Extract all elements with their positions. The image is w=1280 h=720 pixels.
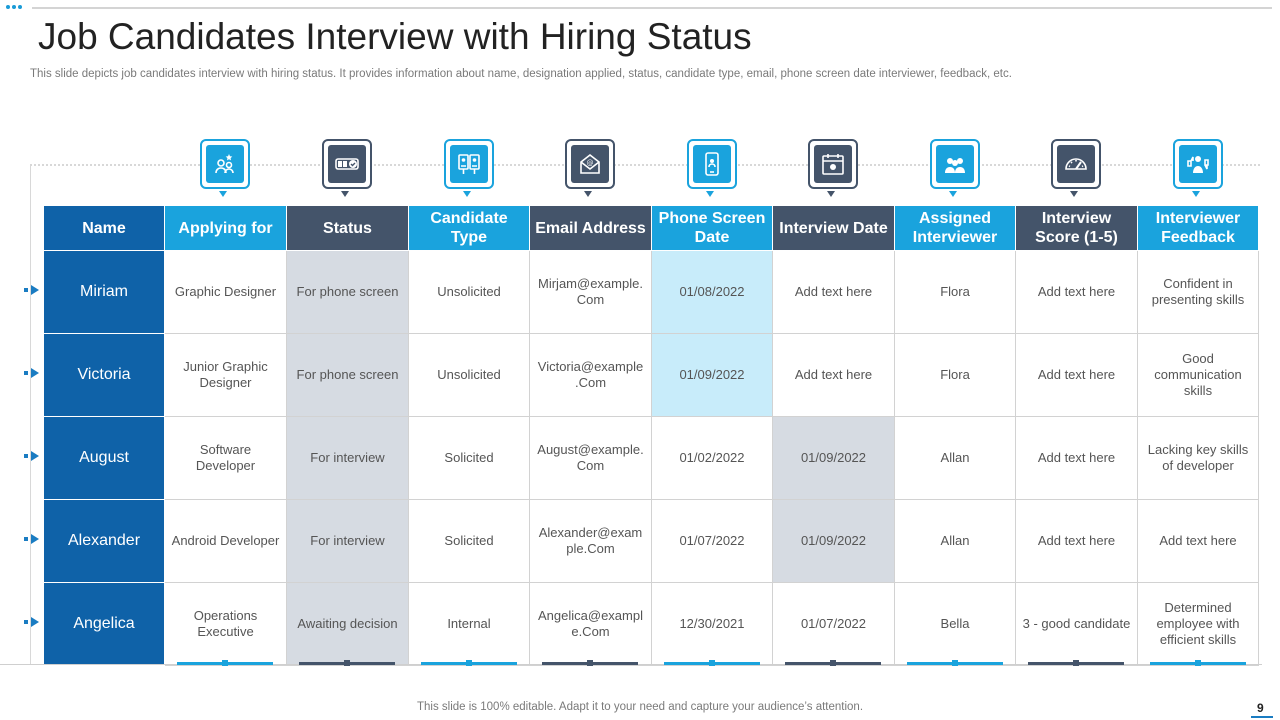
- footer-text: This slide is 100% editable. Adapt it to your need and capture your audience’s attention.: [416, 701, 864, 713]
- table-cell: Awaiting decision: [287, 583, 409, 666]
- table-cell: Allan: [895, 500, 1016, 583]
- table-cell: Unsolicited: [409, 334, 530, 417]
- table-cell: 01/09/2022: [773, 500, 895, 583]
- column-bottom-bar: [907, 662, 1003, 665]
- table-row: [44, 334, 1259, 417]
- table-cell: Bella: [895, 583, 1016, 666]
- table-cell: 01/07/2022: [652, 500, 773, 583]
- column-header: Candidate Type: [409, 206, 530, 251]
- column-header: Phone Screen Date: [652, 206, 773, 251]
- table-cell: Flora: [895, 251, 1016, 334]
- svg-text:@: @: [586, 159, 594, 167]
- table-cell: Add text here: [1016, 251, 1138, 334]
- table-cell: Mirjam@example.Com: [530, 251, 652, 334]
- page-number: 9: [1257, 701, 1264, 715]
- table-cell: Solicited: [409, 417, 530, 500]
- table-cell: For phone screen: [287, 251, 409, 334]
- column-header: Interview Date: [773, 206, 895, 251]
- group-icon: [930, 139, 980, 191]
- candidate-name-cell: Miriam: [44, 251, 165, 334]
- table-cell: Add text here: [1016, 500, 1138, 583]
- table-cell: Determined employee with efficient skills: [1138, 583, 1259, 666]
- table-cell: Alexander@example.Com: [530, 500, 652, 583]
- row-arrow-icon: [24, 534, 42, 544]
- table-cell: For phone screen: [287, 334, 409, 417]
- table-row: [44, 417, 1259, 500]
- column-bottom-bar: [1150, 662, 1246, 665]
- candidate-name-cell: Victoria: [44, 334, 165, 417]
- row-arrow-icon: [24, 451, 42, 461]
- table-cell: For interview: [287, 417, 409, 500]
- table-cell: Add text here: [773, 334, 895, 417]
- table-cell: Good communication skills: [1138, 334, 1259, 417]
- table-cell: Lacking key skills of developer: [1138, 417, 1259, 500]
- column-header: Status: [287, 206, 409, 251]
- row-arrow-icon: [24, 368, 42, 378]
- calendar-icon: [808, 139, 858, 191]
- table-cell: Internal: [409, 583, 530, 666]
- table-cell: 01/08/2022: [652, 251, 773, 334]
- column-header: Interviewer Feedback: [1138, 206, 1259, 251]
- candidate-name-cell: Alexander: [44, 500, 165, 583]
- column-bottom-bar: [421, 662, 517, 665]
- table-cell: Flora: [895, 334, 1016, 417]
- column-header: Assigned Interviewer: [895, 206, 1016, 251]
- table-cell: Add text here: [1016, 417, 1138, 500]
- column-bottom-bar: [177, 662, 273, 665]
- table-cell: Graphic Designer: [165, 251, 287, 334]
- table-row: [44, 583, 1259, 666]
- top-divider: [32, 7, 1272, 9]
- table-cell: 01/09/2022: [773, 417, 895, 500]
- status-toggle-icon: [322, 139, 372, 191]
- column-header: Interview Score (1-5): [1016, 206, 1138, 251]
- column-header: Name: [44, 206, 165, 251]
- left-guide-line: [30, 165, 31, 665]
- candidates-table: [43, 205, 1259, 666]
- column-bottom-bar: [542, 662, 638, 665]
- table-row: [44, 500, 1259, 583]
- feedback-thumbs-icon: [1173, 139, 1223, 191]
- column-bottom-bar: [299, 662, 395, 665]
- table-cell: Junior Graphic Designer: [165, 334, 287, 417]
- column-bottom-bar: [1028, 662, 1124, 665]
- table-row: [44, 251, 1259, 334]
- id-badges-icon: [444, 139, 494, 191]
- table-cell: Allan: [895, 417, 1016, 500]
- page-number-underline: [1251, 716, 1273, 718]
- table-cell: August@example.Com: [530, 417, 652, 500]
- column-header: Email Address: [530, 206, 652, 251]
- row-arrow-icon: [24, 285, 42, 295]
- table-header-row: [44, 206, 1259, 251]
- table-cell: Unsolicited: [409, 251, 530, 334]
- table-cell: 01/02/2022: [652, 417, 773, 500]
- table-cell: Victoria@example.Com: [530, 334, 652, 417]
- table-cell: Add text here: [773, 251, 895, 334]
- table-cell: Angelica@example.Com: [530, 583, 652, 666]
- table-cell: 12/30/2021: [652, 583, 773, 666]
- candidate-name-cell: August: [44, 417, 165, 500]
- table-cell: 01/07/2022: [773, 583, 895, 666]
- table-cell: For interview: [287, 500, 409, 583]
- gauge-icon: [1051, 139, 1101, 191]
- candidate-name-cell: Angelica: [44, 583, 165, 666]
- column-header: Applying for: [165, 206, 287, 251]
- email-icon: [565, 139, 615, 191]
- page-subtitle: This slide depicts job candidates interview with hiring status. It provides information about name, designation applied, status, candidate type, email, phone screen date interviewer, feedback, etc.: [30, 68, 1012, 80]
- smartphone-icon: [687, 139, 737, 191]
- table-cell: Add text here: [1138, 500, 1259, 583]
- table-cell: Android Developer: [165, 500, 287, 583]
- people-star-icon: [200, 139, 250, 191]
- table-cell: Add text here: [1016, 334, 1138, 417]
- table-cell: 3 - good candidate: [1016, 583, 1138, 666]
- table-cell: Solicited: [409, 500, 530, 583]
- menu-dots-icon: [6, 5, 22, 9]
- table-cell: Confident in presenting skills: [1138, 251, 1259, 334]
- page-title: Job Candidates Interview with Hiring Status: [38, 16, 752, 57]
- table-cell: Operations Executive: [165, 583, 287, 666]
- table-cell: 01/09/2022: [652, 334, 773, 417]
- column-bottom-bar: [664, 662, 760, 665]
- row-arrow-icon: [24, 617, 42, 627]
- table-body: [44, 251, 1259, 666]
- column-bottom-bar: [785, 662, 881, 665]
- table-cell: Software Developer: [165, 417, 287, 500]
